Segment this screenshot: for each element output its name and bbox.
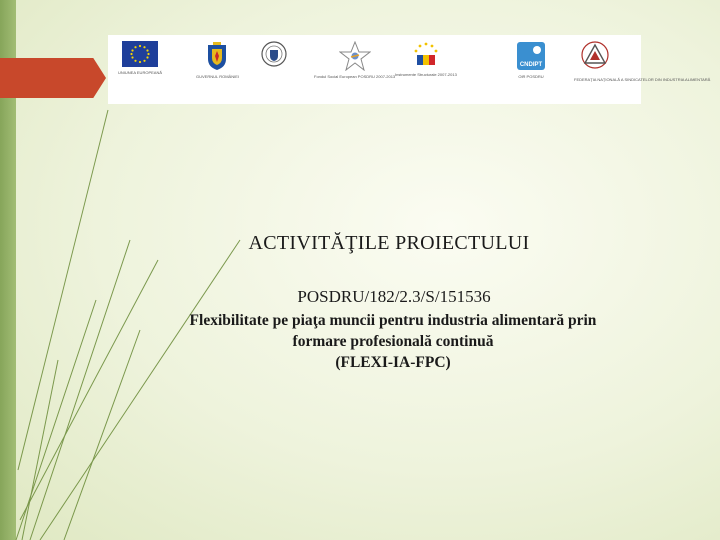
project-code: POSDRU/182/2.3/S/151536 (297, 287, 491, 306)
cndipt-logo (516, 41, 546, 79)
project-description (128, 310, 658, 373)
sponsor-logo-strip (108, 35, 711, 104)
svg-text:CNDIPT: CNDIPT (519, 62, 543, 68)
federatie-logo-caption-block (574, 77, 711, 82)
fse-logo-caption: Fondul Social European POSDRU 2007-2013 (314, 74, 396, 79)
slide-title: ACTIVITĂŢILE PROIECTULUI (248, 232, 530, 254)
eu-flag-logo (118, 41, 162, 75)
eu-logo-caption: UNIUNEA EUROPEANĂ (118, 70, 163, 75)
government-logo-caption: GUVERNUL ROMÂNIEI (196, 74, 239, 79)
instruments-structurale-logo (395, 41, 457, 77)
cndipt-logo-caption: OIR POSDRU (518, 74, 544, 79)
instruments-logo-caption: Instrumente Structurale 2007-2013 (395, 72, 457, 77)
description-line-1: Flexibilitate pe piaţa muncii pentru industria alimentară prin (189, 312, 597, 329)
ministry-seal-logo (261, 41, 287, 67)
federatie-triangle-logo (580, 41, 610, 69)
description-line-3: (FLEXI-IA-FPC) (335, 354, 451, 371)
red-arrow-tab (0, 58, 106, 98)
romania-coat-of-arms-logo (196, 41, 239, 79)
fse-star-logo (314, 41, 395, 79)
federatie-logo-caption: FEDERAŢIA NAŢIONALĂ A SINDICATELOR DIN INDUSTRIA ALIMENTARĂ (574, 77, 711, 82)
description-line-2: formare profesională continuă (292, 333, 494, 350)
